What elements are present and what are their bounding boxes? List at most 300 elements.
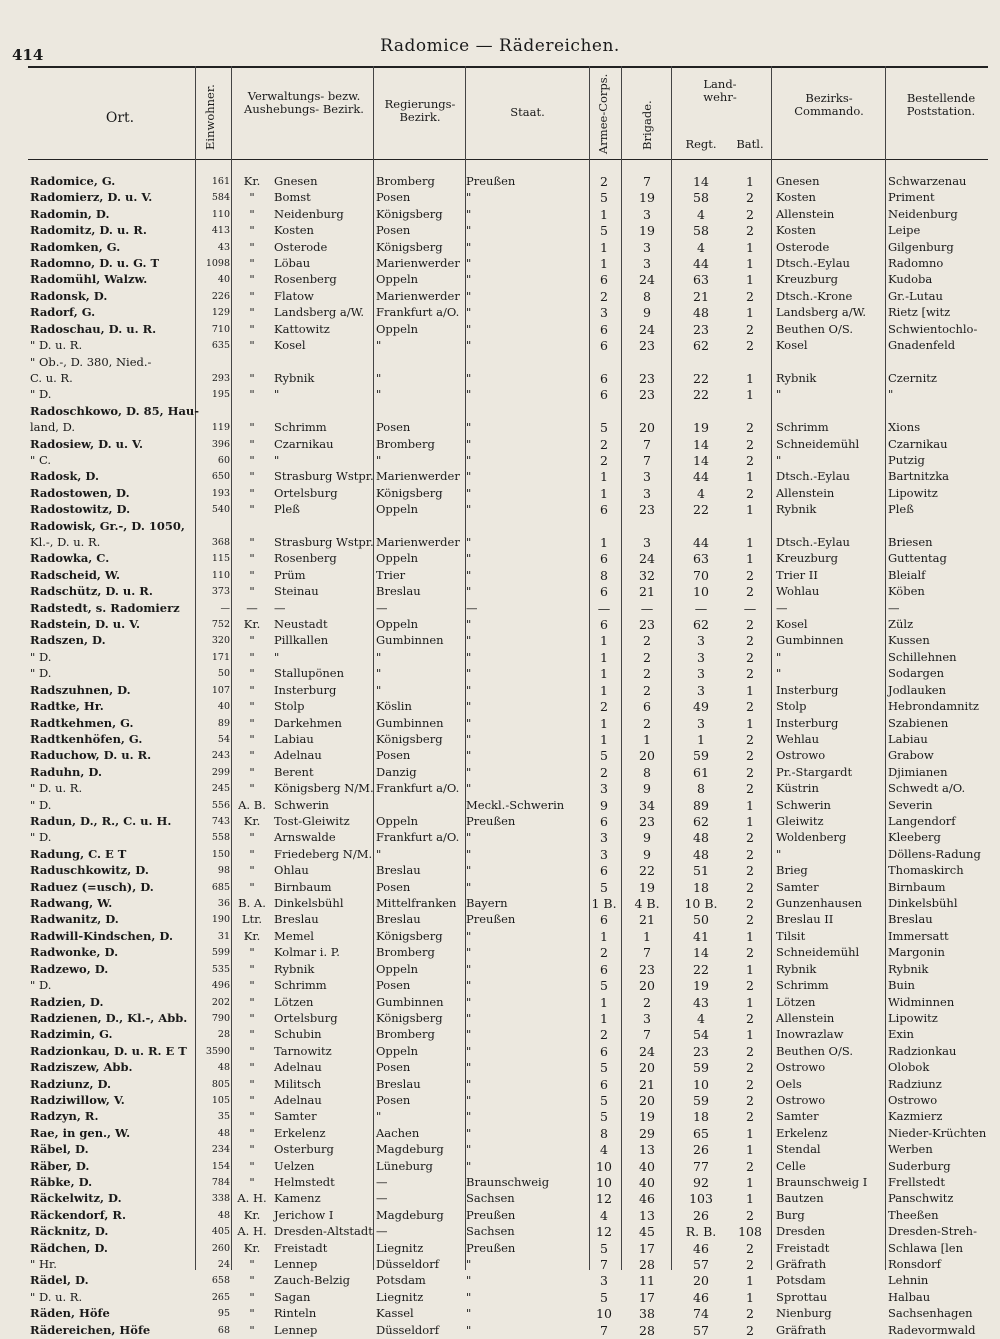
place-name: " D. [30, 830, 52, 845]
landwehr-battalion: 2 [746, 1076, 754, 1092]
landwehr-battalion: 2 [746, 584, 754, 600]
government-district: Posen [376, 420, 411, 435]
landwehr-regiment: 4 [697, 485, 705, 501]
post-station: Dinkelsbühl [888, 896, 958, 911]
post-station: Putzig [888, 452, 925, 467]
table-row [0, 698, 1000, 715]
post-station: Hebrondamnitz [888, 699, 979, 714]
government-district: " [376, 338, 382, 353]
table-row [0, 895, 1000, 912]
admin-type: A. H. [237, 1224, 267, 1239]
header-landwehr: Land- wehr- [703, 77, 737, 104]
army-corps: 3 [600, 1273, 608, 1289]
admin-district: Flatow [274, 288, 314, 303]
army-corps: 1 [600, 994, 608, 1010]
admin-type: " [249, 649, 255, 664]
landwehr-regiment: 58 [693, 190, 709, 206]
landwehr-battalion: 2 [746, 567, 754, 583]
landwehr-regiment: 44 [693, 469, 709, 485]
government-district: Trier [376, 567, 406, 582]
population: 193 [211, 487, 230, 499]
population: 154 [211, 1160, 230, 1172]
table-row [0, 1256, 1000, 1273]
post-station: Panschwitz [888, 1191, 954, 1206]
brigade: 17 [639, 1289, 655, 1305]
district-command: Gräfrath [776, 1322, 827, 1337]
army-corps: 2 [600, 764, 608, 780]
state: " [466, 387, 472, 402]
population: 243 [211, 750, 230, 762]
brigade: 20 [639, 420, 655, 436]
state: " [466, 666, 472, 681]
state: " [466, 617, 472, 632]
admin-district: Rybnik [274, 370, 315, 385]
place-name: " D. [30, 387, 52, 402]
district-command: Kosel [776, 338, 808, 353]
landwehr-battalion: 2 [746, 420, 754, 436]
population: 584 [211, 192, 230, 204]
post-station: Szabienen [888, 715, 949, 730]
state: " [466, 863, 472, 878]
table-row [0, 222, 1000, 239]
government-district: " [376, 1109, 382, 1124]
post-station: Schlawa [len [888, 1240, 963, 1255]
landwehr-battalion: 1 [746, 387, 754, 403]
admin-type: " [249, 633, 255, 648]
landwehr-regiment: 4 [697, 239, 705, 255]
government-district: Königsberg [376, 206, 443, 221]
table-row [0, 1305, 1000, 1322]
brigade: 2 [643, 666, 651, 682]
table-row [0, 1010, 1000, 1027]
table-row [0, 1092, 1000, 1109]
admin-district: " [274, 649, 280, 664]
population: 805 [211, 1078, 230, 1090]
state: Meckl.-Schwerin [466, 797, 565, 812]
state: " [466, 879, 472, 894]
post-station: Kleeberg [888, 830, 941, 845]
state: " [466, 469, 472, 484]
state: " [466, 682, 472, 697]
district-command: Oels [776, 1076, 802, 1091]
admin-district: Tarnowitz [274, 1043, 332, 1058]
state: " [466, 420, 472, 435]
admin-type: " [249, 256, 255, 271]
brigade: 3 [643, 535, 651, 551]
landwehr-battalion: 1 [746, 797, 754, 813]
brigade: 24 [639, 272, 655, 288]
landwehr-battalion: 2 [746, 1306, 754, 1322]
admin-type: Kr. [243, 1207, 261, 1222]
army-corps: 2 [600, 945, 608, 961]
landwehr-battalion: 2 [746, 945, 754, 961]
table-row [0, 1272, 1000, 1289]
admin-type: " [249, 830, 255, 845]
brigade: 34 [639, 797, 655, 813]
landwehr-regiment: 22 [693, 370, 709, 386]
post-station: Lipowitz [888, 1010, 938, 1025]
table-row [0, 600, 1000, 617]
post-station: Köben [888, 584, 925, 599]
landwehr-battalion: 1 [746, 961, 754, 977]
brigade: 13 [639, 1142, 655, 1158]
district-command: Samter [776, 879, 819, 894]
government-district: Posen [376, 1060, 411, 1075]
army-corps: 1 B. [591, 896, 617, 912]
landwehr-battalion: 2 [746, 863, 754, 879]
admin-district: Friedeberg N/M. [274, 846, 373, 861]
place-name: Radorf, G. [30, 305, 96, 320]
table-row [0, 1289, 1000, 1306]
brigade: 20 [639, 1060, 655, 1076]
landwehr-battalion: 2 [746, 206, 754, 222]
place-name: Raduez (=usch), D. [30, 879, 154, 894]
army-corps: 2 [600, 452, 608, 468]
place-name: " D. u. R. [30, 1289, 83, 1304]
table-row [0, 436, 1000, 453]
admin-type: Kr. [243, 928, 261, 943]
government-district: Marienwerder [376, 256, 460, 271]
population: 24 [217, 1259, 230, 1271]
place-name: Rädereichen, Höfe [30, 1322, 151, 1337]
state: " [466, 1010, 472, 1025]
population: 31 [217, 930, 230, 942]
state: " [466, 748, 472, 763]
landwehr-regiment: 3 [697, 715, 705, 731]
post-station: Sodargen [888, 666, 945, 681]
table-row [0, 1076, 1000, 1093]
post-station: Ronsdorf [888, 1257, 941, 1272]
government-district: Königsberg [376, 928, 443, 943]
post-station: Theeßen [888, 1207, 939, 1222]
table-row [0, 649, 1000, 666]
admin-district: Landsberg a/W. [274, 305, 365, 320]
government-district: " [376, 452, 382, 467]
admin-type: " [249, 485, 255, 500]
admin-district: Lennep [274, 1257, 318, 1272]
district-command: Schneidemühl [776, 945, 860, 960]
state: " [466, 781, 472, 796]
place-name: Räbke, D. [30, 1175, 93, 1189]
admin-district: " [274, 452, 280, 467]
post-station: Grabow [888, 748, 934, 763]
landwehr-regiment: 59 [693, 1092, 709, 1108]
place-name: Radschütz, D. u. R. [30, 584, 153, 599]
admin-district: Steinau [274, 584, 319, 599]
government-district: Frankfurt a/O. [376, 781, 460, 796]
post-station: Olobok [888, 1060, 930, 1075]
district-command: Insterburg [776, 715, 839, 730]
admin-district: Kolmar i. P. [274, 945, 340, 960]
population: 95 [217, 1308, 230, 1320]
army-corps: 1 [600, 469, 608, 485]
post-station: Bleialf [888, 567, 926, 582]
admin-district: — [274, 600, 286, 615]
table-row [0, 928, 1000, 945]
table-row [0, 1174, 1000, 1191]
government-district: Köslin [376, 699, 412, 714]
army-corps: 1 [600, 682, 608, 698]
state: " [466, 1306, 472, 1321]
admin-type: " [249, 551, 255, 566]
brigade: 38 [639, 1306, 655, 1322]
admin-type: Ltr. [241, 912, 263, 927]
landwehr-regiment: 50 [693, 912, 709, 928]
admin-type: " [249, 748, 255, 763]
admin-district: Gnesen [274, 174, 318, 188]
district-command: Sprottau [776, 1289, 828, 1304]
admin-district: Lennep [274, 1322, 318, 1337]
state: " [466, 1125, 472, 1140]
table-row [0, 337, 1000, 354]
landwehr-battalion: 2 [746, 321, 754, 337]
landwehr-battalion: 2 [746, 617, 754, 633]
army-corps: 6 [600, 617, 608, 633]
government-district: Lüneburg [376, 1158, 433, 1173]
table-row [0, 879, 1000, 896]
table-row [0, 1125, 1000, 1142]
landwehr-battalion: 2 [746, 1060, 754, 1076]
admin-district: Schubin [274, 1027, 322, 1042]
place-name: Radwanitz, D. [30, 912, 119, 927]
army-corps: 6 [600, 272, 608, 288]
admin-district: Rybnik [274, 961, 315, 976]
table-row [0, 682, 1000, 699]
post-station: Rietz [witz [888, 305, 951, 320]
district-command: Ostrowo [776, 1060, 826, 1075]
landwehr-regiment: 48 [693, 846, 709, 862]
government-district: Königsberg [376, 239, 443, 254]
header-regt: Regt. [685, 137, 717, 151]
state: " [466, 485, 472, 500]
population: 110 [211, 208, 230, 220]
post-station: Xions [888, 420, 921, 435]
government-district: Breslau [376, 912, 421, 927]
state: " [466, 288, 472, 303]
government-district: " [376, 370, 382, 385]
table-row [0, 1026, 1000, 1043]
state: " [466, 584, 472, 599]
district-command: Pr.-Stargardt [776, 764, 853, 779]
population: 540 [211, 504, 230, 516]
population: 373 [211, 586, 230, 598]
population: 115 [211, 553, 230, 565]
army-corps: 6 [600, 912, 608, 928]
post-station: Birnbaum [888, 879, 946, 894]
admin-district: Strasburg Wstpr. [274, 535, 374, 550]
table-row [0, 370, 1000, 387]
landwehr-regiment: 65 [693, 1125, 709, 1141]
state: — [466, 600, 478, 615]
army-corps: 6 [600, 584, 608, 600]
place-name: Radszen, D. [30, 633, 106, 648]
government-district: Posen [376, 879, 411, 894]
state: " [466, 928, 472, 943]
brigade: 8 [643, 764, 651, 780]
population: 234 [211, 1144, 230, 1156]
population: 413 [211, 225, 230, 237]
post-station: Schillehnen [888, 649, 957, 664]
post-station: Schwarzenau [888, 174, 967, 188]
admin-district: Kamenz [274, 1191, 321, 1206]
landwehr-regiment: 41 [693, 928, 709, 944]
landwehr-regiment: 20 [693, 1273, 709, 1289]
landwehr-regiment: 10 [693, 1076, 709, 1092]
brigade: 9 [643, 781, 651, 797]
landwehr-regiment: 49 [693, 699, 709, 715]
admin-type: " [249, 1158, 255, 1173]
population: 48 [217, 1127, 230, 1139]
admin-district: Helmstedt [274, 1175, 335, 1189]
landwehr-regiment: 22 [693, 961, 709, 977]
table-row [0, 764, 1000, 781]
district-command: " [776, 452, 782, 467]
table-row [0, 715, 1000, 732]
admin-type: " [249, 731, 255, 746]
table-row [0, 1059, 1000, 1076]
district-command: Allenstein [776, 1010, 835, 1025]
landwehr-battalion: 2 [746, 748, 754, 764]
army-corps: 12 [596, 1224, 612, 1240]
government-district: Bromberg [376, 1027, 435, 1042]
brigade: 21 [639, 584, 655, 600]
table-row [0, 1043, 1000, 1060]
place-name: Radziwillow, V. [30, 1092, 125, 1107]
place-name: Raduchow, D. u. R. [30, 748, 152, 763]
population: 98 [217, 865, 230, 877]
brigade: 21 [639, 1076, 655, 1092]
state: " [466, 846, 472, 861]
district-command: Gleiwitz [776, 813, 824, 828]
admin-district: Bomst [274, 190, 311, 205]
army-corps: 6 [600, 1043, 608, 1059]
admin-type: A. B. [238, 797, 266, 812]
state: " [466, 502, 472, 517]
army-corps: 1 [600, 928, 608, 944]
army-corps: 3 [600, 305, 608, 321]
admin-district: Dresden-Altstadt [274, 1224, 373, 1239]
header-verwaltung: Verwaltungs- bezw. Aushebungs- Bezirk. [244, 89, 364, 116]
post-station: Breslau [888, 912, 933, 927]
landwehr-battalion: 1 [746, 239, 754, 255]
brigade: 23 [639, 338, 655, 354]
brigade: 9 [643, 846, 651, 862]
army-corps: 1 [600, 731, 608, 747]
place-name: Radowka, C. [30, 551, 110, 566]
place-name: Radzienen, D., Kl.-, Abb. [30, 1010, 188, 1025]
post-station: Kussen [888, 633, 930, 648]
district-command: Gräfrath [776, 1257, 827, 1272]
government-district: Bromberg [376, 174, 435, 188]
landwehr-regiment: 92 [693, 1175, 709, 1190]
district-command: Burg [776, 1207, 805, 1222]
army-corps: 5 [600, 748, 608, 764]
government-district: Marienwerder [376, 469, 460, 484]
place-name: Radomierz, D. u. V. [30, 190, 153, 205]
landwehr-regiment: 62 [693, 338, 709, 354]
brigade: 7 [643, 1027, 651, 1043]
admin-district: Arnswalde [274, 830, 336, 845]
admin-district: Rosenberg [274, 272, 337, 287]
army-corps: 7 [600, 1257, 608, 1273]
table-row [0, 829, 1000, 846]
place-name: Radomice, G. [30, 174, 116, 188]
admin-type: " [249, 846, 255, 861]
place-name: Räcknitz, D. [30, 1224, 109, 1239]
admin-district: Darkehmen [274, 715, 342, 730]
army-corps: 6 [600, 551, 608, 567]
admin-type: " [249, 321, 255, 336]
army-corps: 10 [596, 1306, 612, 1322]
admin-district: Schrimm [274, 978, 327, 993]
admin-district: Stallupönen [274, 666, 345, 681]
state: Preußen [466, 1207, 516, 1222]
district-command: Landsberg a/W. [776, 305, 867, 320]
district-command: Schwerin [776, 797, 831, 812]
district-command: Ostrowo [776, 1092, 826, 1107]
post-station: Immersatt [888, 928, 949, 943]
brigade: 23 [639, 617, 655, 633]
landwehr-regiment: 19 [693, 420, 709, 436]
brigade: 23 [639, 813, 655, 829]
population: 48 [217, 1209, 230, 1221]
population: 558 [211, 832, 230, 844]
population: 60 [217, 454, 230, 466]
header-regierung: Regierungs- Bezirk. [384, 97, 456, 124]
population: — [220, 602, 230, 614]
population: 496 [211, 980, 230, 992]
landwehr-battalion: 2 [746, 223, 754, 239]
landwehr-regiment: 10 B. [684, 896, 718, 912]
post-station: Lipowitz [888, 485, 938, 500]
landwehr-battalion: 1 [746, 272, 754, 288]
army-corps: 2 [600, 288, 608, 304]
population: 685 [211, 881, 230, 893]
post-station: Buin [888, 978, 915, 993]
admin-district: Osterburg [274, 1142, 334, 1157]
landwehr-battalion: 1 [746, 1191, 754, 1207]
place-name: " D. [30, 797, 52, 812]
landwehr-regiment: 14 [693, 452, 709, 468]
admin-district: Ortelsburg [274, 485, 338, 500]
government-district: Posen [376, 190, 411, 205]
district-command: Wehlau [776, 731, 820, 746]
brigade: 45 [639, 1224, 655, 1240]
post-station: Radomno [888, 256, 944, 271]
landwehr-battalion: 1 [746, 1027, 754, 1043]
government-district: — [376, 1175, 388, 1189]
brigade: 13 [639, 1207, 655, 1223]
brigade: 22 [639, 863, 655, 879]
state: " [466, 436, 472, 451]
army-corps: 1 [600, 649, 608, 665]
landwehr-battalion: 2 [746, 666, 754, 682]
landwehr-regiment: 62 [693, 813, 709, 829]
district-command: Kreuzburg [776, 272, 838, 287]
brigade: 4 B. [634, 896, 660, 912]
table-row [0, 665, 1000, 682]
population: 40 [217, 701, 230, 713]
admin-type: " [249, 305, 255, 320]
landwehr-battalion: 1 [746, 502, 754, 518]
army-corps: 6 [600, 338, 608, 354]
admin-district: Strasburg Wstpr. [274, 469, 374, 484]
admin-type: Kr. [243, 617, 261, 632]
government-district: Oppeln [376, 961, 419, 976]
district-command: Nienburg [776, 1306, 832, 1321]
population: 743 [211, 815, 230, 827]
government-district: Frankfurt a/O. [376, 830, 460, 845]
